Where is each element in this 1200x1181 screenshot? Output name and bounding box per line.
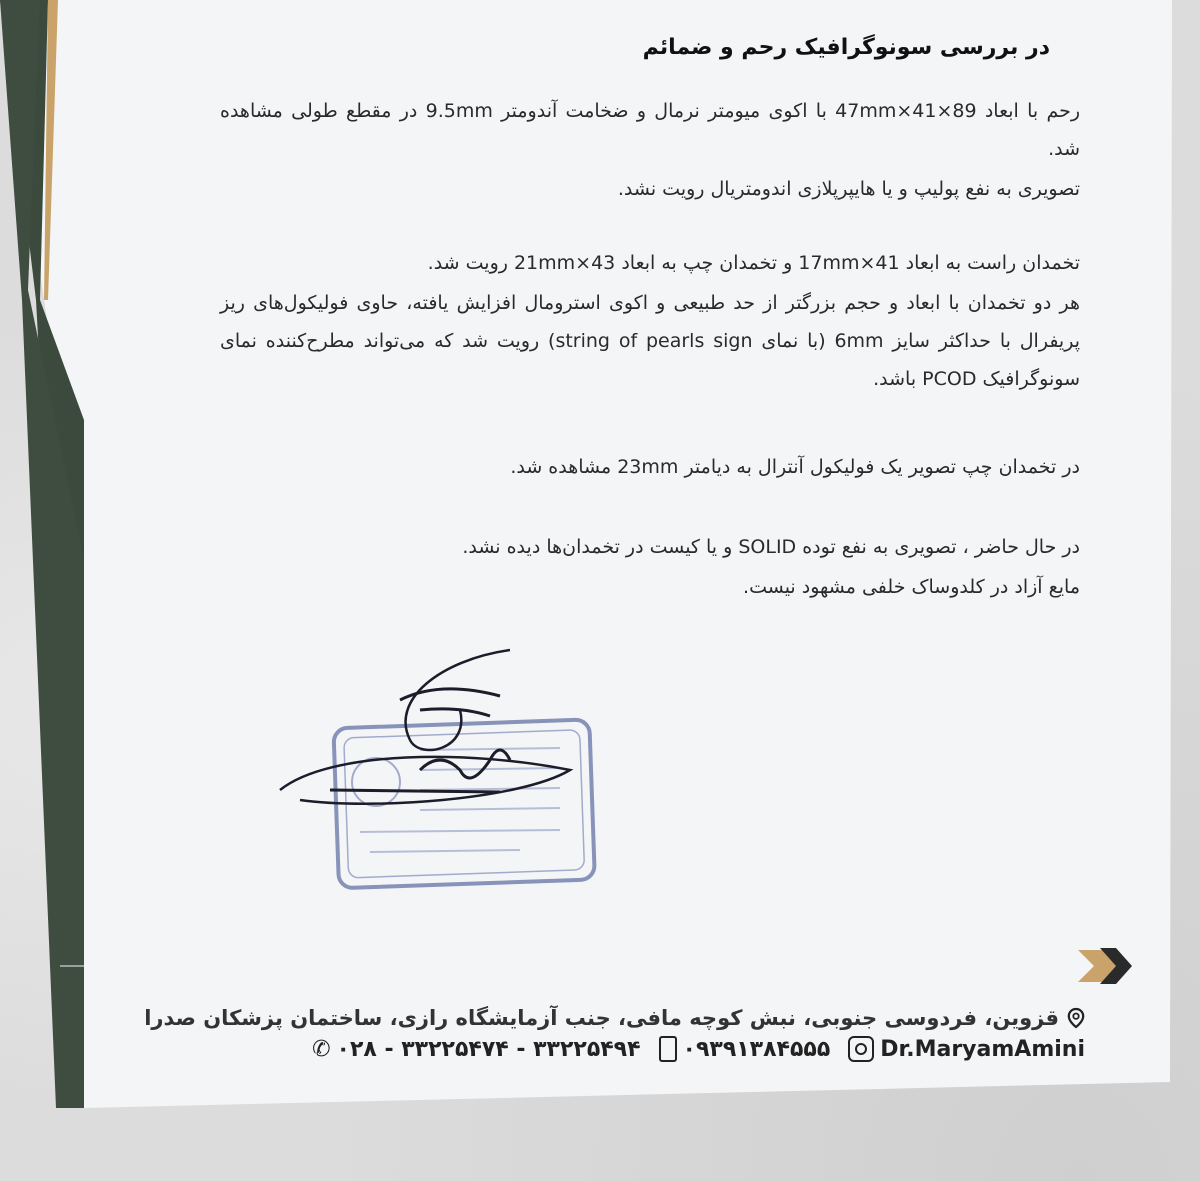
mobile-number bbox=[659, 1036, 831, 1062]
paragraph-uterus: رحم با ابعاد 89×41×47mm با اکوی میومتر نرمال و ضخامت آندومتر 9.5mm در مقطع طولی مشاهده شد. bbox=[220, 100, 1081, 160]
paragraph-ovary-size: تخمدان راست به ابعاد 41×17mm و تخمدان چپ به ابعاد 43×21mm رویت شد. bbox=[427, 252, 1080, 274]
signature-stamp bbox=[270, 640, 610, 900]
document-title: در بررسی سونوگرافیک رحم و ضمائم bbox=[642, 35, 1050, 60]
paragraph-solid-mass: در حال حاضر ، تصویری به نفع توده SOLID و یا کیست در تخمدان‌ها دیده نشد. bbox=[462, 536, 1080, 558]
paragraph-polyp: تصویری به نفع پولیپ و یا هایپرپلازی اندومتریال رویت نشد. bbox=[617, 178, 1080, 200]
footer-address bbox=[144, 1006, 1085, 1030]
call-icon: ✆ bbox=[312, 1036, 331, 1062]
footer-contacts bbox=[312, 1036, 1085, 1062]
instagram-text: Dr.MaryamAmini bbox=[880, 1036, 1085, 1062]
instagram-handle bbox=[848, 1036, 1085, 1062]
mobile-phone-icon bbox=[659, 1036, 677, 1062]
paragraph-free-fluid: مایع آزاد در کلدوساک خلفی مشهود نیست. bbox=[743, 576, 1080, 598]
phone-numbers bbox=[312, 1037, 640, 1062]
location-pin-icon bbox=[1067, 1007, 1085, 1029]
address-text: قزوین، فردوسی جنوبی، نبش کوچه مافی، جنب آزمایشگاه رازی، ساختمان پزشکان صدرا bbox=[144, 1006, 1059, 1030]
paragraph-left-ovary-follicle: در تخمدان چپ تصویر یک فولیکول آنترال به دیامتر 23mm مشاهده شد. bbox=[510, 456, 1080, 478]
phone-text: ۰۲۸ - ۳۳۲۲۵۴۷۴ - ۳۳۲۲۵۴۹۴ bbox=[336, 1036, 641, 1062]
paragraph-ovary-findings: هر دو تخمدان با ابعاد و حجم بزرگتر از حد طبیعی و اکوی استرومال افزایش یافته، حاوی فولیکول‌های ریز پریفرال با حداکثر سایز 6mm (با نمای string of pearls sign) رویت شد که می‌تواند مطرح‌کننده نمای سونوگرافیک PCOD باشد. bbox=[220, 292, 1080, 390]
instagram-icon bbox=[848, 1036, 874, 1062]
mobile-text: ۰۹۳۹۱۳۸۴۵۵۵ bbox=[682, 1036, 831, 1062]
